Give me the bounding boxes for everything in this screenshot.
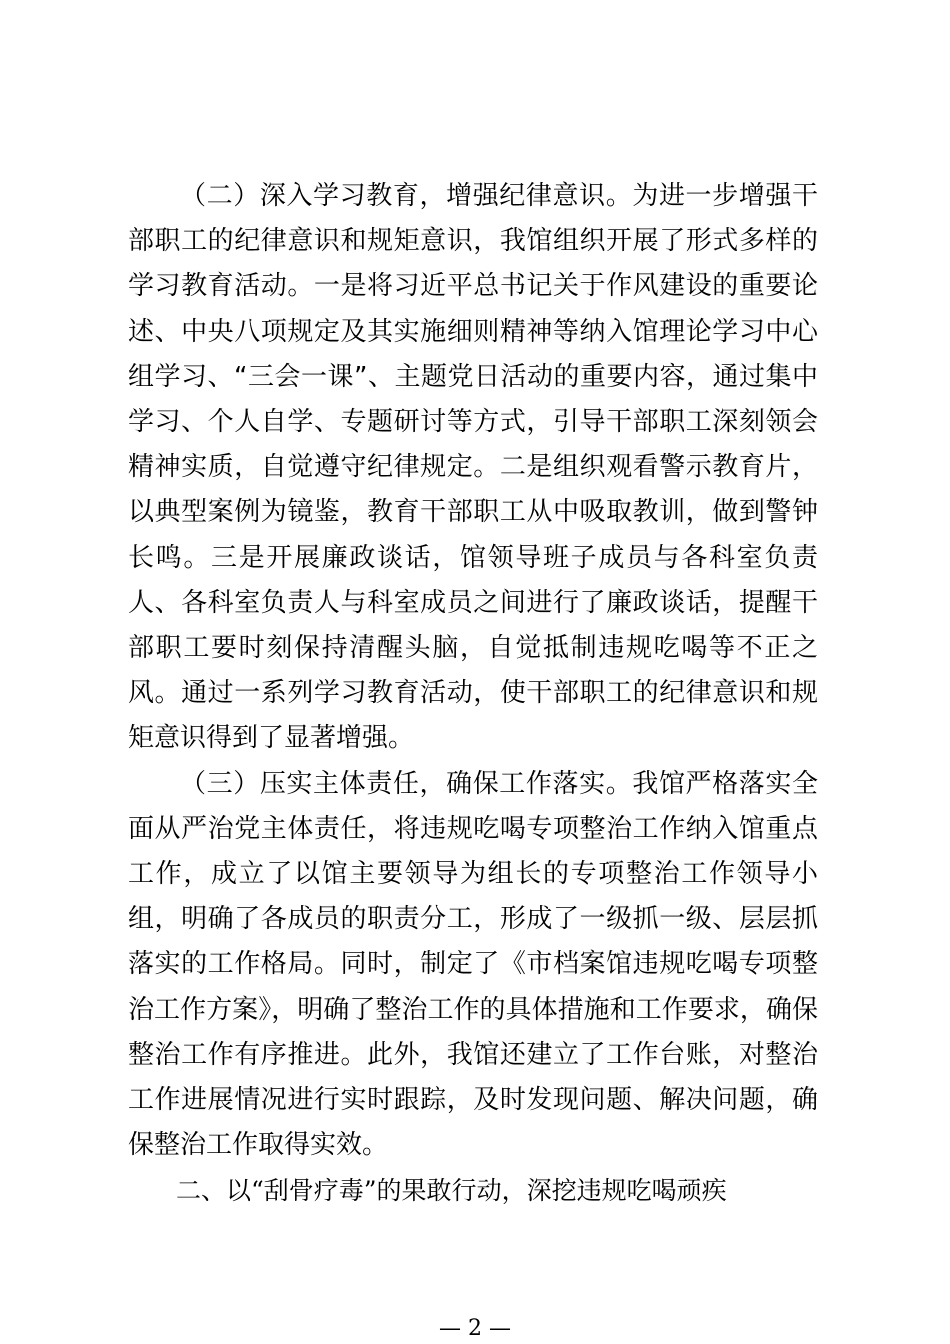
paragraph-main-responsibility: （三）压实主体责任，确保工作落实。我馆严格落实全面从严治党主体责任，将违规吃喝专项整治工作纳入馆重点工作，成立了以馆主要领导为组长的专项整治工作领导小组，明确了各成员的职责分工，形成了一级抓一级、层层抓落实的工作格局。同时，制定了《市档案馆违规吃喝专项整治工作方案》，明确了整治工作的具体措施和工作要求，确保整治工作有序推进。此外，我馆还建立了工作台账，对整治工作进展情况进行实时跟踪，及时发现问题、解决问题，确保整治工作取得实效。 [128,768,818,1161]
paragraph-discipline-education: （二）深入学习教育，增强纪律意识。为进一步增强干部职工的纪律意识和规矩意识，我馆组织开展了形式多样的学习教育活动。一是将习近平总书记关于作风建设的重要论述、中央八项规定及其实施细则精神等纳入馆理论学习中心组学习、“三会一课”、主题党日活动的重要内容，通过集中学习、个人自学、专题研讨等方式，引导干部职工深刻领会精神实质，自觉遵守纪律规定。二是组织观看警示教育片，以典型案例为镜鉴，教育干部职工从中吸取教训，做到警钟长鸣。三是开展廉政谈话，馆领导班子成员与各科室负责人、各科室负责人与科室成员之间进行了廉政谈话，提醒干部职工要时刻保持清醒头脑，自觉抵制违规吃喝等不正之风。通过一系列学习教育活动，使干部职工的纪律意识和规矩意识得到了显著增强。 [128,181,818,754]
page-number: — 2 — [439,1316,511,1341]
section-heading: 二、以“刮骨疗毒”的果敢行动，深挖违规吃喝顽疾 [176,1176,727,1206]
document-body [128,174,818,1213]
